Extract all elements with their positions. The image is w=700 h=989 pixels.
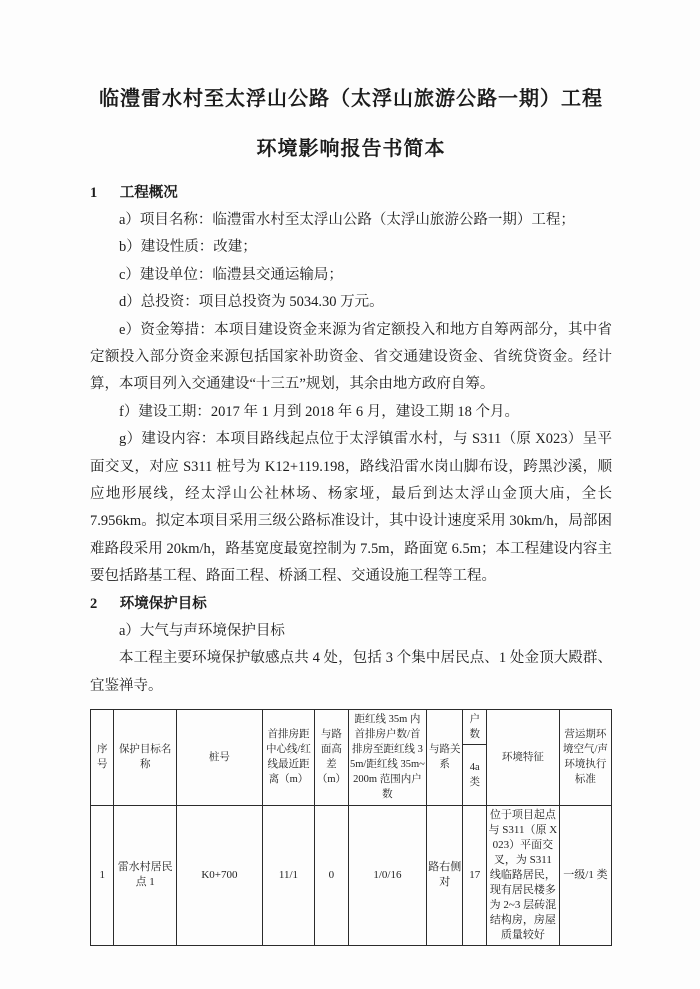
document-title-line2: 环境影响报告书简本 bbox=[256, 138, 446, 160]
paragraph-construction-nature: b）建设性质：改建； bbox=[119, 239, 257, 256]
section-1-title: 工程概况 bbox=[119, 185, 178, 201]
cell-household-distribution: 1/0/16 bbox=[348, 805, 426, 945]
table-row bbox=[91, 805, 612, 945]
table-header-height-difference: 与路面高差（m） bbox=[315, 709, 349, 805]
protection-targets-table bbox=[90, 709, 612, 946]
cell-environment-feature: 位于项目起点与 S311（原 X023）平面交叉，为 S311 线临路居民，现有居民楼多为 2~3 层砖混结构房，房屋质量较好 bbox=[486, 805, 559, 945]
paragraph-air-noise-targets: a）大气与声环境保护目标 bbox=[119, 622, 285, 639]
table-header-environment-feature: 环境特征 bbox=[486, 709, 559, 805]
paragraph-funding: e）资金筹措：本项目建设资金来源为省定额投入和地方自筹两部分，其中省定额投入部分资金来源包括国家补助资金、省交通建设资金、省统贷资金。经计算，本项目列入交通建设“十三五”规划，其余由地方政府自筹。 bbox=[90, 321, 612, 393]
cell-target-name: 雷水村居民点 1 bbox=[114, 805, 177, 945]
table-header-index: 序号 bbox=[91, 709, 114, 805]
table-header-standards: 营运期环境空气/声环境执行标准 bbox=[559, 709, 611, 805]
paragraph-construction-period: f）建设工期：2017 年 1 月到 2018 年 6 月，建设工期 18 个月。 bbox=[119, 403, 519, 420]
section-2-title: 环境保护目标 bbox=[119, 595, 207, 612]
cell-4a-households: 17 bbox=[463, 805, 486, 945]
table-header-households: 户数 bbox=[463, 709, 486, 744]
cell-road-relation: 路右侧对 bbox=[427, 805, 463, 945]
document-title-line1: 临澧雷水村至太浮山公路（太浮山旅游公路一期）工程 bbox=[99, 88, 603, 110]
table-header-front-row-distance: 首排房距中心线/红线最近距离（m） bbox=[262, 709, 314, 805]
paragraph-construction-unit: c）建设单位：临澧县交通运输局； bbox=[119, 266, 343, 283]
cell-stake-number: K0+700 bbox=[176, 805, 262, 945]
cell-standards: 一级/1 类 bbox=[559, 805, 611, 945]
paragraph-sensitive-points: 本工程主要环境保护敏感点共 4 处，包括 3 个集中居民点、1 处金顶大殿群、宜鉴禅寺。 bbox=[90, 650, 612, 694]
table-header-4a-class: 4a 类 bbox=[463, 744, 486, 805]
paragraph-total-investment: d）总投资：项目总投资为 5034.30 万元。 bbox=[119, 294, 384, 311]
cell-front-row-distance: 11/1 bbox=[262, 805, 314, 945]
section-2-number: 2 bbox=[90, 595, 98, 612]
cell-height-difference: 0 bbox=[315, 805, 349, 945]
table-header-stake-number: 桩号 bbox=[176, 709, 262, 805]
paragraph-project-name: a）项目名称：临澧雷水村至太浮山公路（太浮山旅游公路一期）工程； bbox=[119, 212, 575, 228]
cell-index: 1 bbox=[91, 805, 114, 945]
table-header-road-relation: 与路关系 bbox=[427, 709, 463, 805]
section-1-heading bbox=[90, 180, 612, 207]
section-1-number: 1 bbox=[90, 185, 98, 201]
table-header-target-name: 保护目标名称 bbox=[114, 709, 177, 805]
table-header-household-distribution: 距红线 35m 内首排房户数/首排房至距红线 35m/距红线 35m~200m 范围内户数 bbox=[348, 709, 426, 805]
paragraph-construction-content: g）建设内容：本项目路线起点位于太浮镇雷水村，与 S311（原 X023）呈平面交叉，对应 S311 桩号为 K12+119.198，路线沿雷水岗山脚布设，跨黑沙溪，顺应地形展线，经太浮山公社林场、杨家垭，最后到达太浮山金顶大庙，全长 7.956km。拟定本项目采用三级公路标准设计，其中设计速度采用 30km/h，局部困难路段采用 20km/h，路基宽度最宽控制为 7.5m，路面宽 6.5m；本工程建设内容主要包括路基工程、路面工程、桥涵工程、交通设施工程等工程。 bbox=[90, 431, 612, 585]
section-2-heading bbox=[90, 591, 612, 618]
